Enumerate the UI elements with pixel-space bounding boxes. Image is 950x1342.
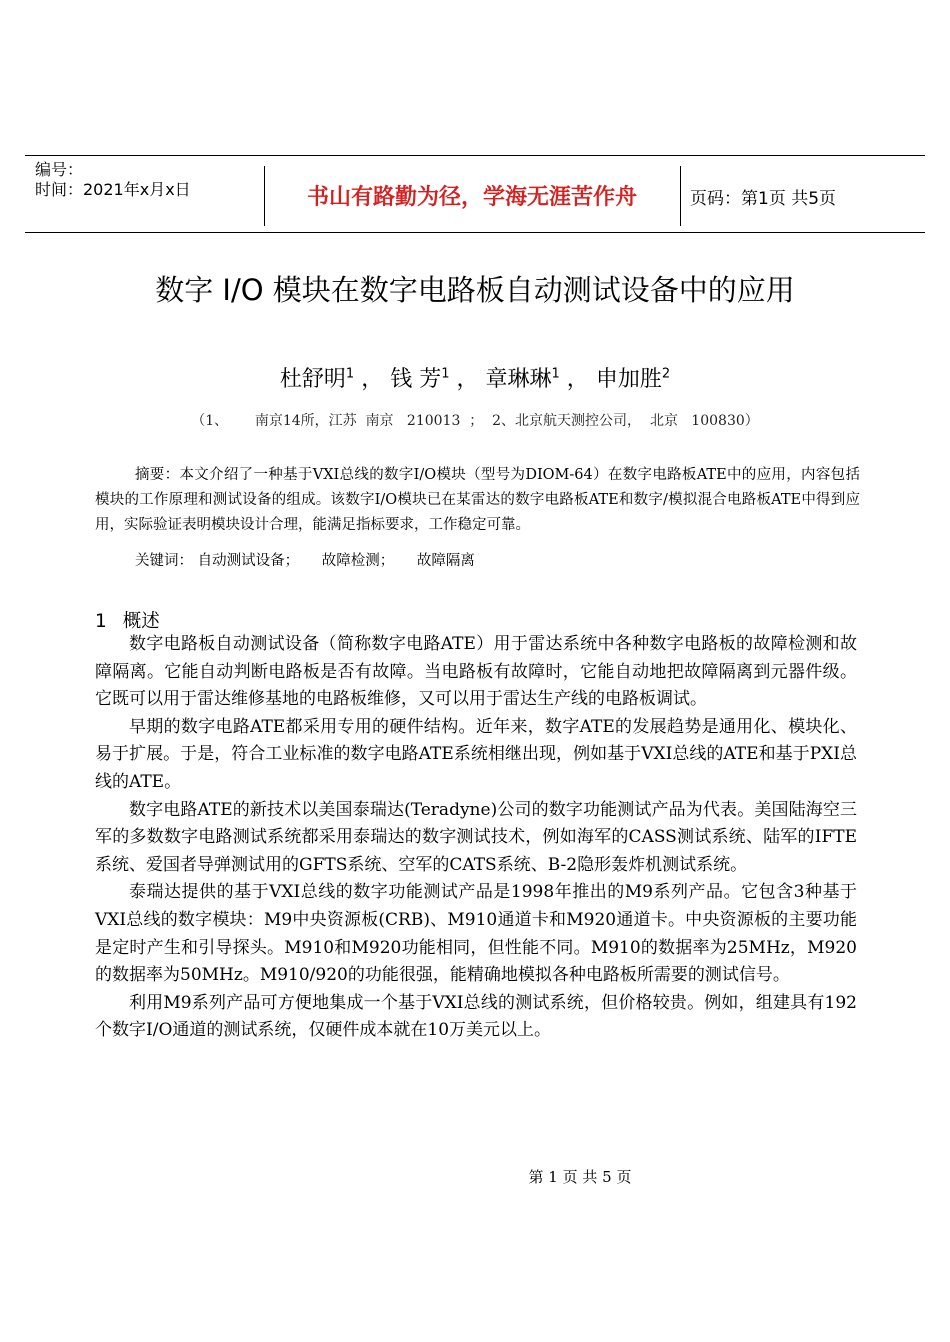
header-motto: 书山有路勤为径，学海无涯苦作舟 (306, 185, 637, 210)
header-number: 编号： (35, 160, 84, 179)
keywords (135, 549, 493, 570)
abstract-label: 摘要： (135, 467, 180, 483)
page-header (25, 155, 925, 233)
paragraph: 泰瑞达提供的基于VXI总线的数字功能测试产品是1998年推出的M9系列产品。它包含3种基于VXI总线的数字模块：M9中央资源板(CRB)、M910通道卡和M920通道卡。中央资源板的主要功能是定时产生和引导探头。M910和M920功能相同，但性能不同。M910的数据率为25MHz，M920的数据率为50MHz。M910/920的功能很强，能精确地模拟各种电路板所需要的测试信号。 (95, 882, 857, 986)
keyword: 故障隔离 (416, 553, 475, 569)
author-separator: ， (456, 367, 479, 392)
author-affiliation-mark: 2 (661, 366, 671, 382)
paper-title: 数字 I/O 模块在数字电路板自动测试设备中的应用 (155, 273, 795, 307)
keyword: 故障检测； (321, 553, 395, 569)
author-affiliation-mark: 1 (441, 366, 450, 382)
page-footer: 第 1 页 共 5 页 (528, 1168, 632, 1186)
header-page-info: 页码：第1页 共5页 (690, 189, 837, 209)
section-number: 1 (95, 611, 107, 632)
author-name: 申加胜 (595, 367, 662, 392)
header-meta (35, 160, 191, 200)
keyword: 自动测试设备； (197, 553, 300, 569)
header-time: 时间：2021年x月x日 (35, 180, 191, 199)
author-name: 章琳琳 (485, 367, 552, 392)
author-name: 钱 芳 (390, 367, 442, 392)
author-affiliation-mark: 1 (551, 366, 560, 382)
paragraph: 数字电路板自动测试设备（简称数字电路ATE）用于雷达系统中各种数字电路板的故障检测和故障隔离。它能自动判断电路板是否有故障。当电路板有故障时，它能自动地把故障隔离到元器件级。它既可以用于雷达维修基地的电路板维修，又可以用于雷达生产线的电路板调试。 (95, 634, 857, 710)
paragraph: 数字电路ATE的新技术以美国泰瑞达(Teradyne)公司的数字功能测试产品为代表。美国陆海空三军的多数数字电路测试系统都采用泰瑞达的数字测试技术，例如海军的CASS测试系统、陆军的IFTE系统、爱国者导弹测试用的GFTS系统、空军的CATS系统、B-2隐形轰炸机测试系统。 (95, 799, 857, 875)
author-separator: ， (361, 367, 384, 392)
paragraph: 利用M9系列产品可方便地集成一个基于VXI总线的测试系统，但价格较贵。例如，组建具有192个数字I/O通道的测试系统，仅硬件成本就在10万美元以上。 (95, 992, 857, 1041)
author-separator: ， (566, 367, 589, 392)
section-title: 概述 (122, 611, 160, 632)
keywords-label: 关键词： (135, 553, 193, 569)
author-affiliation-mark: 1 (345, 366, 355, 382)
section-heading (95, 607, 160, 633)
author-name: 杜舒明 (279, 367, 346, 392)
abstract-text: 本文介绍了一种基于VXI总线的数字I/O模块（型号为DIOM-64）在数字电路板ATE中的应用，内容包括模块的工作原理和测试设备的组成。该数字I/O模块已在某雷达的数字电路板ATE和数字/模拟混合电路板ATE中得到应用，实际验证表明模块设计合理，能满足指标要求，工作稳定可靠。 (95, 467, 860, 533)
author-list (0, 362, 950, 393)
affiliations: （1、 南京14所，江苏 南京 210013 ； 2、北京航天测控公司， 北京 100830） (191, 413, 759, 429)
body-text (95, 631, 857, 1045)
header-divider (680, 166, 681, 226)
abstract (95, 463, 860, 538)
paragraph: 早期的数字电路ATE都采用专用的硬件结构。近年来，数字ATE的发展趋势是通用化、模块化、易于扩展。于是，符合工业标准的数字电路ATE系统相继出现，例如基于VXI总线的ATE和基于PXI总线的ATE。 (95, 716, 857, 792)
